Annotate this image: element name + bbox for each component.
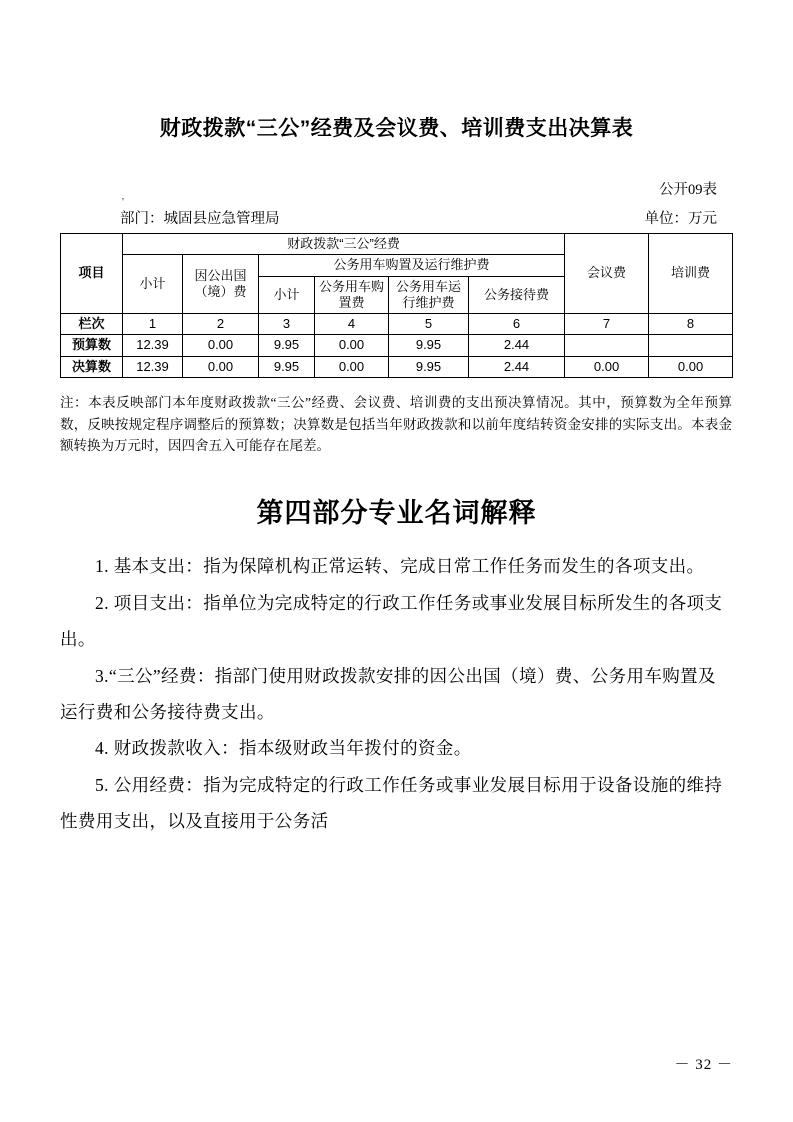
header-training: 培训费 — [649, 234, 733, 314]
paragraph: 1. 基本支出：指为保障机构正常运转、完成日常工作任务而发生的各项支出。 — [95, 556, 705, 577]
header-vehicle-group: 公务用车购置及运行维护费 — [259, 255, 565, 276]
header-subtotal: 小计 — [123, 255, 183, 314]
sheet-code: 公开09表 — [659, 182, 717, 198]
row-label-final: 决算数 — [61, 356, 123, 377]
cell-budget-vehicle-subtotal: 9.95 — [259, 335, 315, 356]
cell-budget-subtotal: 12.39 — [123, 335, 183, 356]
column-number: 7 — [565, 314, 649, 335]
column-number: 5 — [389, 314, 469, 335]
cell-budget-training — [649, 335, 733, 356]
cell-final-vehicle-subtotal: 9.95 — [259, 356, 315, 377]
cell-budget-abroad: 0.00 — [183, 335, 259, 356]
paragraph: 5. 公用经费：指为完成特定的行政工作任务或事业发展目标用于设备设施的维持性费用支出，以及直接用于公务活 — [60, 774, 723, 832]
table-note: 注：本表反映部门本年度财政拨款“三公”经费、会议费、培训费的支出预决算情况。其中，预算数为全年预算数，反映按规定程序调整后的预算数；决算数是包括当年财政拨款和以前年度结转资金安排的实际支出。本表金额转换为万元时，因四舍五入可能存在尾差。 — [60, 394, 732, 454]
unit-label: 单位：万元 — [644, 211, 717, 227]
page-title: 财政拨款“三公”经费及会议费、培训费支出决算表 — [159, 117, 634, 140]
header-reception: 公务接待费 — [469, 276, 565, 314]
cell-final-training: 0.00 — [649, 356, 733, 377]
stray-mark: ' — [122, 196, 124, 208]
table-row-budget — [61, 335, 733, 356]
section-body — [60, 548, 733, 839]
budget-table — [60, 233, 733, 378]
cell-budget-reception: 2.44 — [469, 335, 565, 356]
cell-final-vehicle-maintain: 9.95 — [389, 356, 469, 377]
column-number: 4 — [315, 314, 389, 335]
header-three-public-total: 财政拨款“三公”经费 — [123, 234, 565, 255]
paragraph: 3.“三公”经费：指部门使用财政拨款安排的因公出国（境）费、公务用车购置及运行费和公务接待费支出。 — [60, 665, 716, 722]
table-row-final — [61, 356, 733, 377]
cell-budget-meeting — [565, 335, 649, 356]
table-row — [61, 234, 733, 255]
paragraph: 2. 项目支出：指单位为完成特定的行政工作任务或事业发展目标所发生的各项支出。 — [60, 592, 723, 650]
header-item: 项目 — [61, 234, 123, 314]
department-label: 部门： — [120, 211, 164, 227]
table-row-column-numbers — [61, 314, 733, 335]
page-number: － 32 － — [674, 1057, 733, 1073]
table-meta-row — [60, 207, 733, 228]
column-number: 2 — [183, 314, 259, 335]
header-vehicle-purchase: 公务用车购置费 — [315, 276, 389, 314]
department-name: 城固县应急管理局 — [163, 211, 280, 227]
cell-budget-vehicle-maintain: 9.95 — [389, 335, 469, 356]
cell-final-subtotal: 12.39 — [123, 356, 183, 377]
section-title: 第四部分专业名词解释 — [256, 498, 537, 529]
header-vehicle-maintain: 公务用车运行维护费 — [389, 276, 469, 314]
column-number: 8 — [649, 314, 733, 335]
column-number: 6 — [469, 314, 565, 335]
department-info — [120, 207, 280, 228]
cell-final-vehicle-purchase: 0.00 — [315, 356, 389, 377]
header-meeting: 会议费 — [565, 234, 649, 314]
cell-budget-vehicle-purchase: 0.00 — [315, 335, 389, 356]
header-vehicle-subtotal: 小计 — [259, 276, 315, 314]
row-label-budget: 预算数 — [61, 335, 123, 356]
cell-final-meeting: 0.00 — [565, 356, 649, 377]
paragraph: 4. 财政拨款收入：指本级财政当年拨付的资金。 — [95, 738, 472, 759]
column-number: 1 — [123, 314, 183, 335]
cell-final-abroad: 0.00 — [183, 356, 259, 377]
cell-final-reception: 2.44 — [469, 356, 565, 377]
column-numbers-label: 栏次 — [61, 314, 123, 335]
column-number: 3 — [259, 314, 315, 335]
header-abroad: 因公出国（境）费 — [183, 255, 259, 314]
